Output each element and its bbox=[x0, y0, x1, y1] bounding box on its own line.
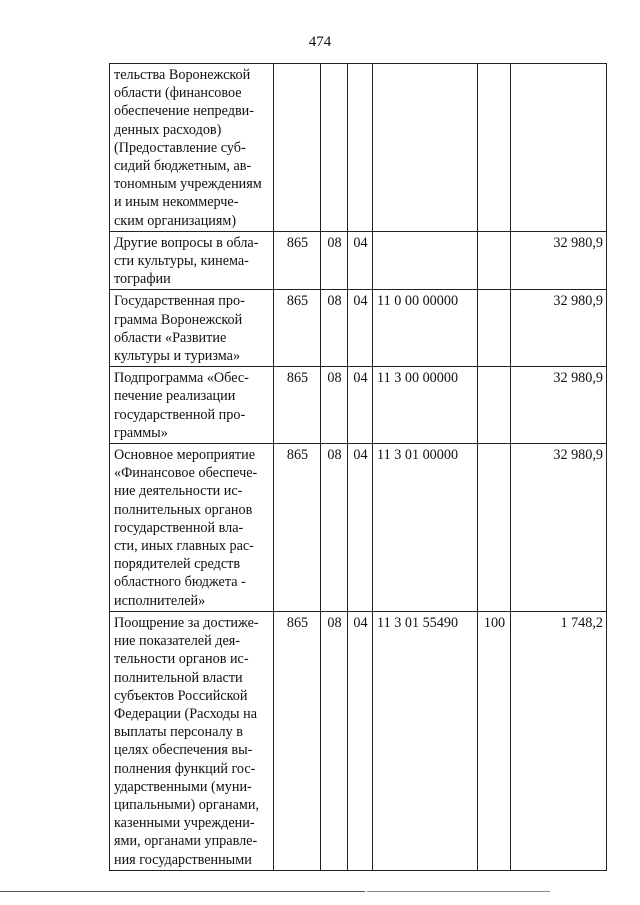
cell-amount: 1 748,2 bbox=[511, 611, 607, 870]
cell-section-code: 08 bbox=[321, 611, 348, 870]
cell-ministry-code: 865 bbox=[274, 611, 321, 870]
footer-divider bbox=[367, 891, 550, 892]
cell-target-item-code: 11 0 00 00000 bbox=[373, 290, 478, 367]
cell-expense-type-code bbox=[478, 231, 511, 290]
cell-target-item-code bbox=[373, 64, 478, 232]
cell-subsection-code: 04 bbox=[348, 290, 373, 367]
table-row bbox=[110, 444, 607, 612]
cell-section-code: 08 bbox=[321, 367, 348, 444]
table-row bbox=[110, 367, 607, 444]
cell-target-item-code bbox=[373, 231, 478, 290]
cell-expense-type-code bbox=[478, 64, 511, 232]
page-number: 474 bbox=[308, 34, 332, 50]
budget-table-body bbox=[110, 64, 607, 871]
cell-subsection-code bbox=[348, 64, 373, 232]
cell-section-code: 08 bbox=[321, 290, 348, 367]
budget-table bbox=[109, 63, 607, 871]
cell-target-item-code: 11 3 01 00000 bbox=[373, 444, 478, 612]
cell-amount: 32 980,9 bbox=[511, 231, 607, 290]
cell-subsection-code: 04 bbox=[348, 367, 373, 444]
cell-name: Подпрограмма «Обес- печение реализации государственной про- граммы» bbox=[110, 367, 274, 444]
table-row bbox=[110, 611, 607, 870]
cell-name: тельства Воронежской области (финансовое обеспечение непредви- денных расходов) (Предоставление суб- сидий бюджетным, ав- тономным учреждениям и иным некоммерче- ским организациям) bbox=[110, 64, 274, 232]
cell-section-code: 08 bbox=[321, 231, 348, 290]
table-row bbox=[110, 64, 607, 232]
cell-subsection-code: 04 bbox=[348, 611, 373, 870]
cell-expense-type-code bbox=[478, 444, 511, 612]
cell-name: Государственная про- грамма Воронежской области «Развитие культуры и туризма» bbox=[110, 290, 274, 367]
table-row bbox=[110, 231, 607, 290]
footer-divider bbox=[0, 891, 365, 892]
cell-target-item-code: 11 3 01 55490 bbox=[373, 611, 478, 870]
cell-expense-type-code bbox=[478, 290, 511, 367]
cell-name: Основное мероприятие «Финансовое обеспече- ние деятельности ис- полнительных органов государственной вла- сти, иных главных рас- порядителей средств областного бюджета - исполнителей» bbox=[110, 444, 274, 612]
cell-ministry-code: 865 bbox=[274, 367, 321, 444]
cell-amount bbox=[511, 64, 607, 232]
cell-subsection-code: 04 bbox=[348, 231, 373, 290]
cell-name: Другие вопросы в обла- сти культуры, кинема- тографии bbox=[110, 231, 274, 290]
cell-target-item-code: 11 3 00 00000 bbox=[373, 367, 478, 444]
cell-ministry-code: 865 bbox=[274, 290, 321, 367]
cell-name: Поощрение за достиже- ние показателей дея- тельности органов ис- полнительной власти субъектов Российской Федерации (Расходы на выплаты персоналу в целях обеспечения вы- полнения функций гос- ударственными (муни- ципальными) органами, казенными учреждени- ями, органами управле- ния государственными bbox=[110, 611, 274, 870]
cell-section-code bbox=[321, 64, 348, 232]
cell-amount: 32 980,9 bbox=[511, 367, 607, 444]
cell-section-code: 08 bbox=[321, 444, 348, 612]
cell-amount: 32 980,9 bbox=[511, 290, 607, 367]
cell-ministry-code bbox=[274, 64, 321, 232]
cell-ministry-code: 865 bbox=[274, 444, 321, 612]
cell-amount: 32 980,9 bbox=[511, 444, 607, 612]
cell-ministry-code: 865 bbox=[274, 231, 321, 290]
cell-expense-type-code bbox=[478, 367, 511, 444]
cell-expense-type-code: 100 bbox=[478, 611, 511, 870]
cell-subsection-code: 04 bbox=[348, 444, 373, 612]
table-row bbox=[110, 290, 607, 367]
